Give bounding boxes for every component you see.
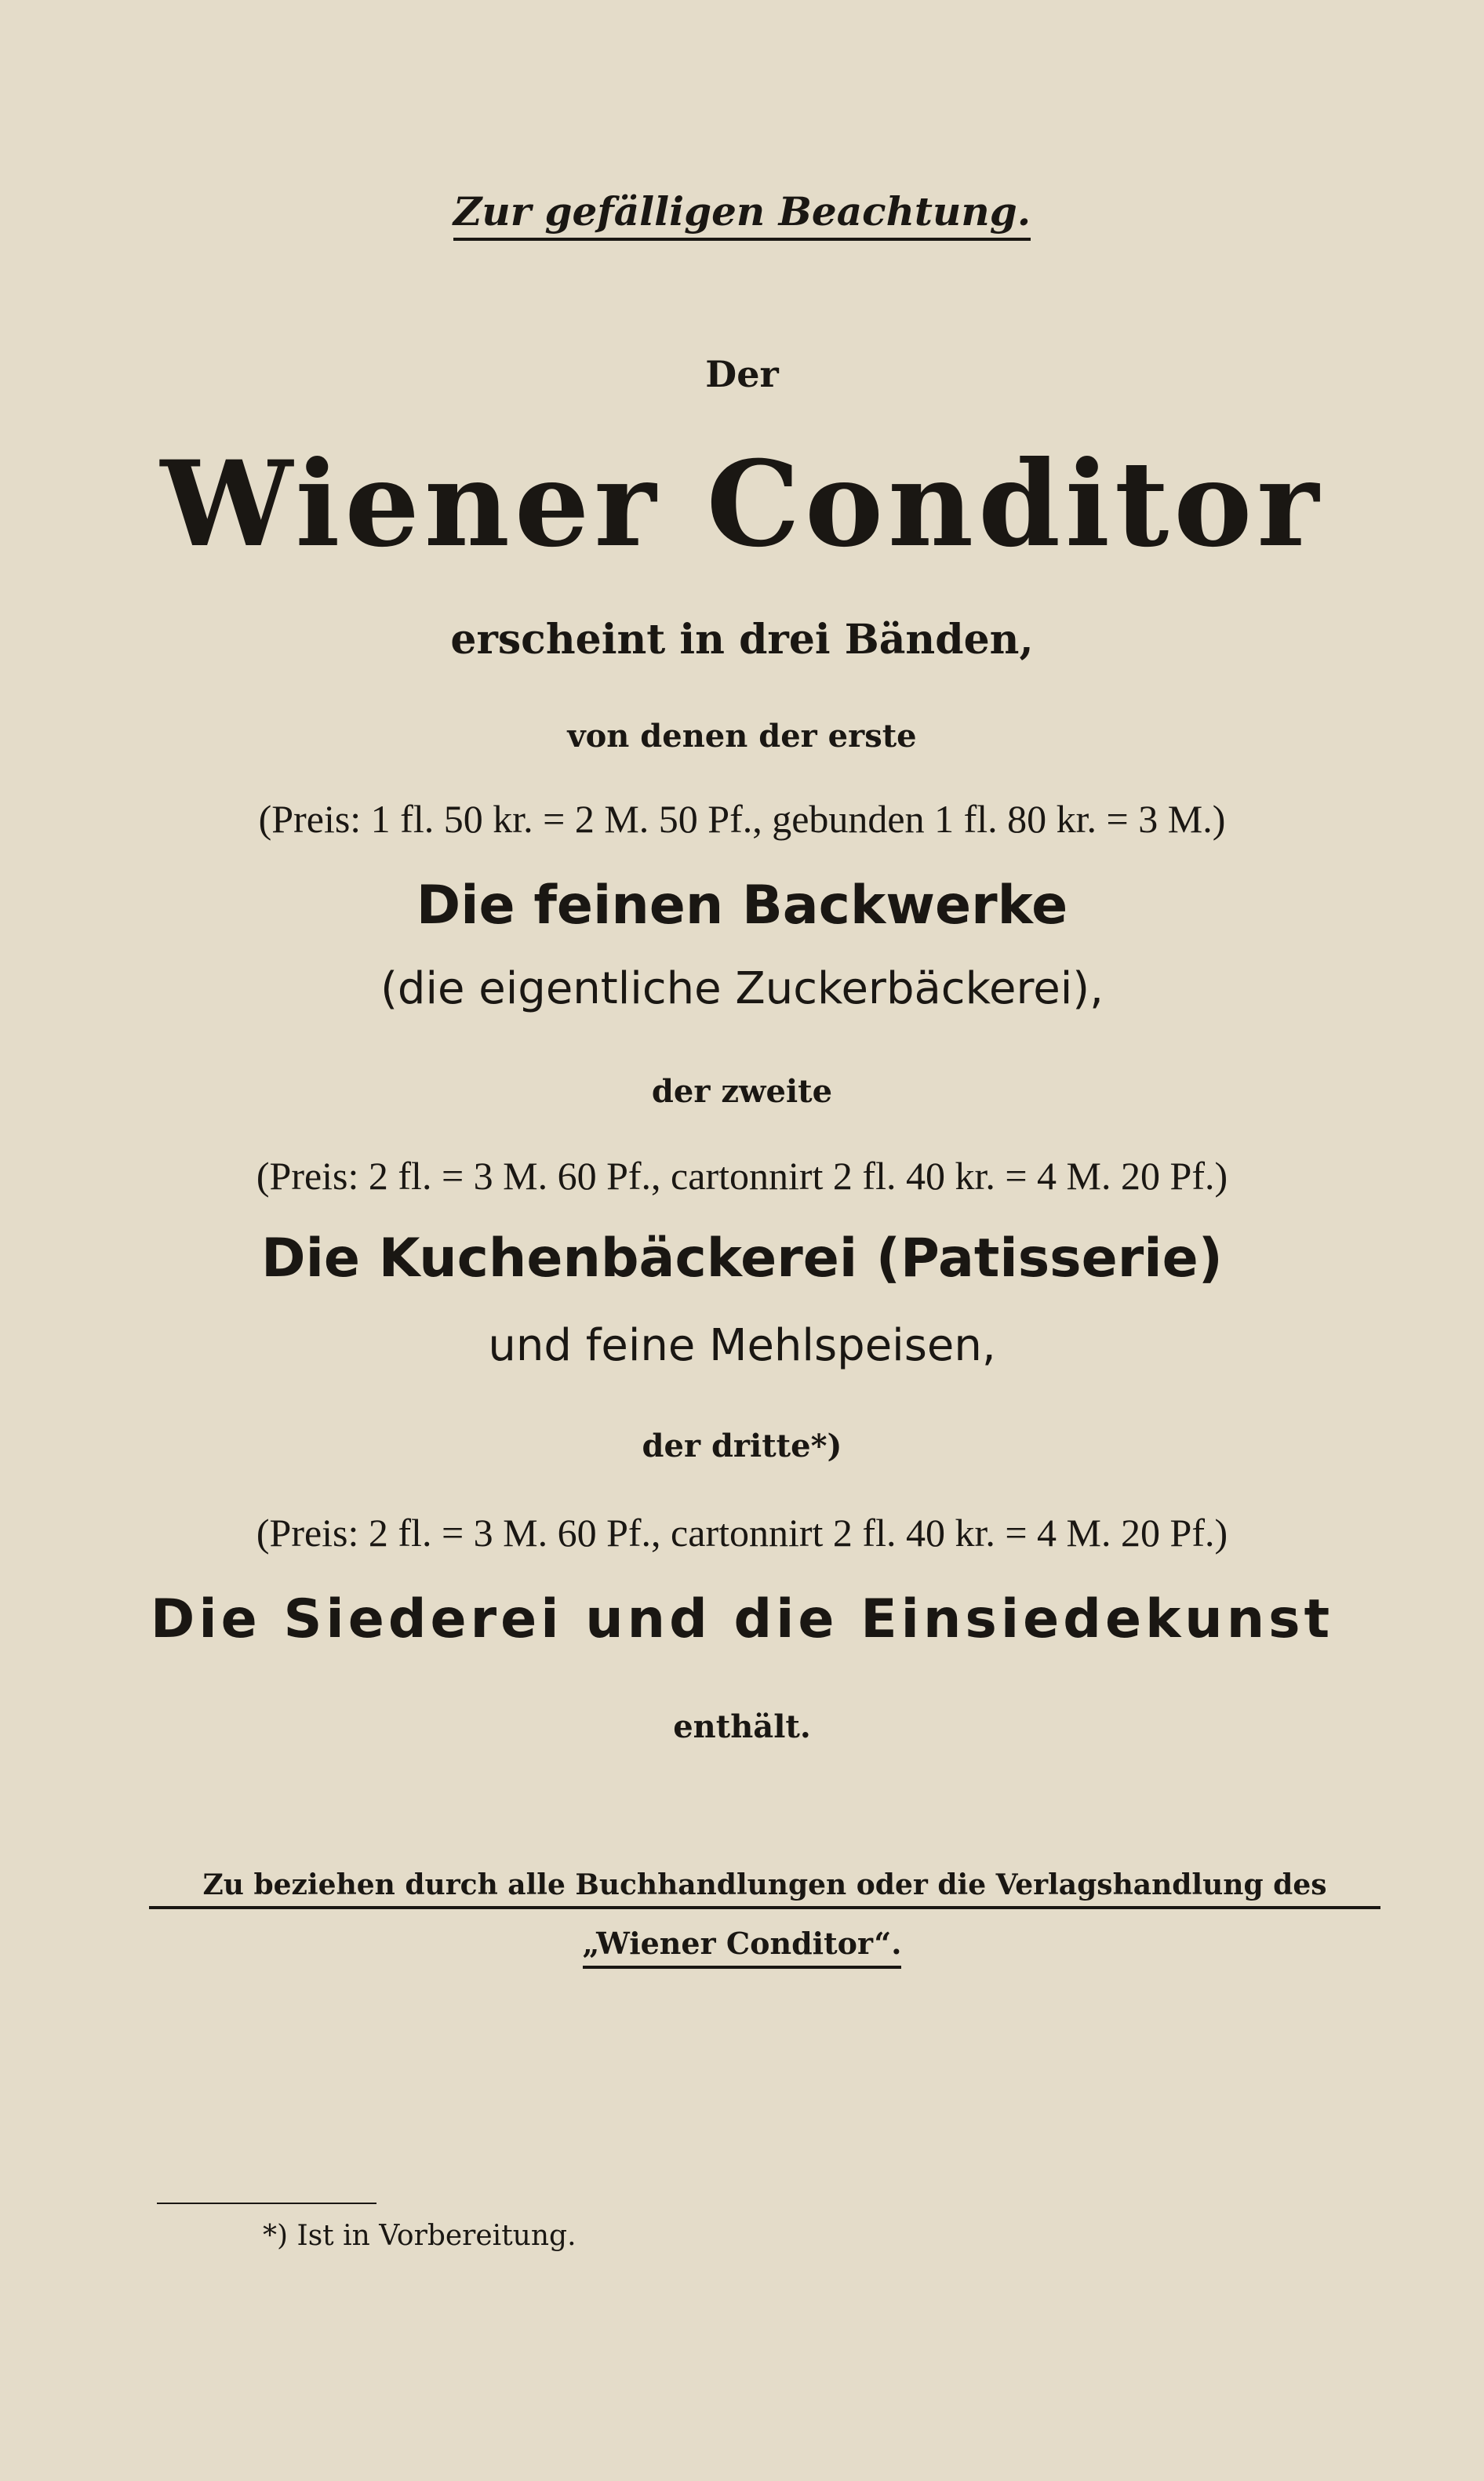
purchase-notice: Zu beziehen durch alle Buchhandlungen oder die Verlagshandlung des xyxy=(149,1868,1380,1909)
footnote-divider xyxy=(157,2203,376,2204)
volume1-intro: von denen der erste xyxy=(567,718,917,755)
volume1-subtitle: (die eigentliche Zuckerbäckerei), xyxy=(380,963,1104,1014)
volume1-price: (Preis: 1 fl. 50 kr. = 2 M. 50 Pf., gebunden 1 fl. 80 kr. = 3 M.) xyxy=(258,797,1226,841)
volume2-subtitle: und feine Mehlspeisen, xyxy=(488,1320,996,1371)
closing-text: enthält. xyxy=(673,1708,811,1745)
notice-heading xyxy=(0,188,1484,241)
page-subtitle: erscheint in drei Bänden, xyxy=(450,616,1034,664)
volume3-title: Die Siederei und die Einsiedekunst xyxy=(150,1588,1334,1650)
volume1-title: Die feinen Backwerke xyxy=(416,875,1068,937)
volume2-intro: der zweite xyxy=(651,1073,833,1110)
notice-heading-text: Zur gefälligen Beachtung. xyxy=(453,188,1031,241)
volume3-price: (Preis: 2 fl. = 3 M. 60 Pf., cartonnirt 2 fl. 40 kr. = 4 M. 20 Pf.) xyxy=(256,1511,1228,1555)
volume2-price: (Preis: 2 fl. = 3 M. 60 Pf., cartonnirt 2 fl. 40 kr. = 4 M. 20 Pf.) xyxy=(256,1154,1228,1198)
volume2-title: Die Kuchenbäckerei (Patisserie) xyxy=(261,1228,1223,1290)
page-title: Wiener Conditor xyxy=(160,435,1324,573)
publisher-name xyxy=(0,1926,1484,1969)
volume3-intro: der dritte*) xyxy=(642,1428,842,1464)
footnote: *) Ist in Vorbereitung. xyxy=(263,2220,577,2252)
publisher-name-text: „Wiener Conditor“. xyxy=(583,1926,902,1969)
intro-der: Der xyxy=(705,353,779,395)
